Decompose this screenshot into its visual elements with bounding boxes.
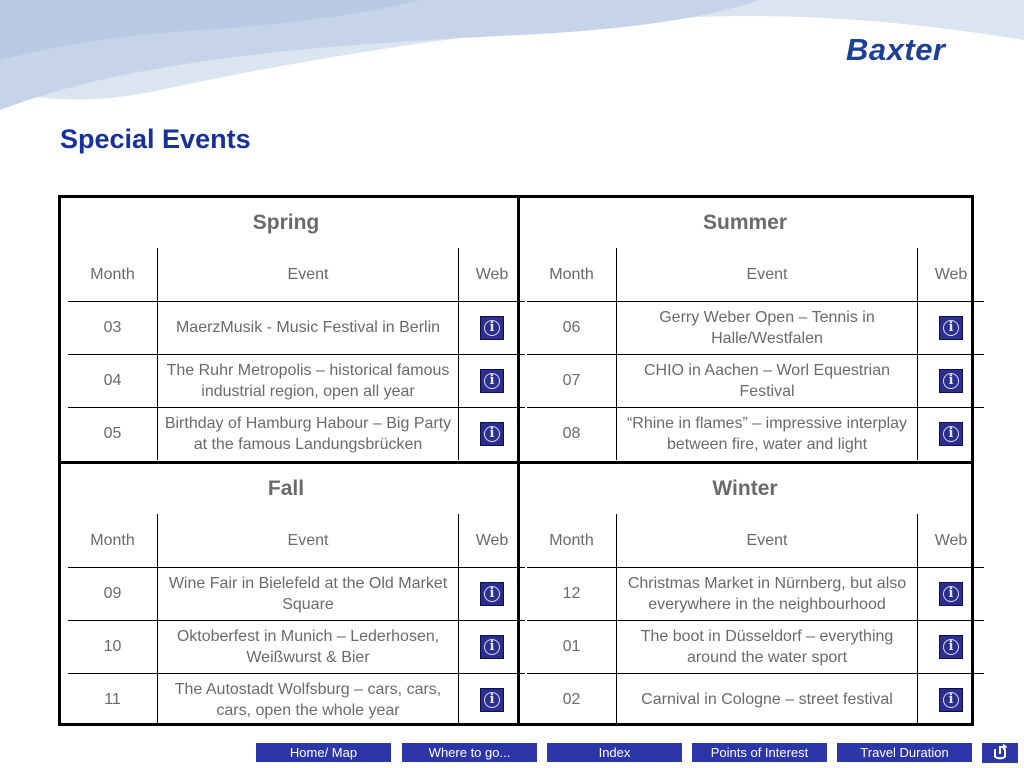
table-row	[68, 354, 525, 407]
month-cell: 05	[68, 407, 158, 460]
table-row	[527, 567, 984, 620]
nav-travel-duration-button[interactable]: Travel Duration	[837, 743, 972, 762]
spring-season-title: Spring	[252, 211, 320, 234]
nav-index-button[interactable]: Index	[547, 743, 682, 762]
table-row	[68, 301, 525, 354]
events-grid	[58, 195, 974, 726]
month-header: Month	[527, 514, 617, 567]
event-cell: Carnival in Cologne – street festival	[617, 673, 918, 726]
info-icon[interactable]: i	[939, 688, 963, 712]
month-cell: 09	[68, 567, 158, 620]
event-cell: The Ruhr Metropolis – historical famous industrial region, open all year	[158, 354, 459, 407]
baxter-logo: Baxter	[846, 32, 946, 67]
event-header: Event	[158, 248, 459, 301]
fall-quadrant	[61, 464, 511, 726]
table-row	[68, 567, 525, 620]
month-cell: 04	[68, 354, 158, 407]
table-row	[527, 620, 984, 673]
info-icon[interactable]: i	[939, 316, 963, 340]
month-header: Month	[527, 248, 617, 301]
info-icon[interactable]: i	[939, 582, 963, 606]
table-header-row	[527, 514, 984, 567]
web-header: Web	[934, 531, 968, 549]
winter-quadrant	[520, 464, 970, 726]
info-icon[interactable]: i	[939, 369, 963, 393]
nav-home-map-button[interactable]: Home/ Map	[256, 743, 391, 762]
web-header: Web	[475, 265, 509, 283]
event-cell: “Rhine in flames” – impressive interplay between fire, water and light	[617, 407, 918, 460]
event-cell: Gerry Weber Open – Tennis in Halle/Westfalen	[617, 301, 918, 354]
table-row	[68, 673, 525, 726]
event-cell: MaerzMusik - Music Festival in Berlin	[158, 301, 459, 354]
table-row	[68, 407, 525, 460]
month-header: Month	[68, 514, 158, 567]
table-header-row	[527, 248, 984, 301]
event-cell: Birthday of Hamburg Habour – Big Party at the famous Landungsbrücken	[158, 407, 459, 460]
table-row	[527, 673, 984, 726]
summer-season-title: Summer	[702, 211, 788, 234]
event-cell: Oktoberfest in Munich – Lederhosen, Weißwurst & Bier	[158, 620, 459, 673]
return-button[interactable]	[982, 743, 1018, 763]
event-cell: The Autostadt Wolfsburg – cars, cars, cars, open the whole year	[158, 673, 459, 726]
month-cell: 12	[527, 567, 617, 620]
month-cell: 11	[68, 673, 158, 726]
table-row	[527, 301, 984, 354]
info-icon[interactable]: i	[480, 635, 504, 659]
table-row	[68, 620, 525, 673]
summer-quadrant	[520, 198, 970, 460]
table-header-row	[68, 248, 525, 301]
event-header: Event	[617, 248, 918, 301]
month-cell: 06	[527, 301, 617, 354]
spring-quadrant	[61, 198, 511, 460]
month-cell: 10	[68, 620, 158, 673]
web-header: Web	[475, 531, 509, 549]
winter-season-title: Winter	[712, 477, 778, 500]
month-cell: 08	[527, 407, 617, 460]
info-icon[interactable]: i	[480, 688, 504, 712]
event-cell: CHIO in Aachen – Worl Equestrian Festival	[617, 354, 918, 407]
summer-events-table	[527, 248, 984, 460]
web-header: Web	[934, 265, 968, 283]
info-icon[interactable]: i	[939, 635, 963, 659]
return-icon	[982, 743, 1018, 763]
month-cell: 01	[527, 620, 617, 673]
page-title: Special Events	[60, 124, 251, 154]
table-row	[527, 407, 984, 460]
month-cell: 03	[68, 301, 158, 354]
spring-events-table	[68, 248, 525, 460]
header-wave-background	[0, 0, 1024, 140]
nav-where-to-go-button[interactable]: Where to go...	[402, 743, 537, 762]
winter-events-table	[527, 514, 984, 726]
event-header: Event	[158, 514, 459, 567]
event-cell: Wine Fair in Bielefeld at the Old Market Square	[158, 567, 459, 620]
month-header: Month	[68, 248, 158, 301]
event-cell: Christmas Market in Nürnberg, but also everywhere in the neighbourhood	[617, 567, 918, 620]
info-icon[interactable]: i	[480, 316, 504, 340]
month-cell: 07	[527, 354, 617, 407]
fall-events-table	[68, 514, 525, 726]
info-icon[interactable]: i	[480, 582, 504, 606]
fall-season-title: Fall	[267, 477, 305, 500]
table-row	[527, 354, 984, 407]
table-header-row	[68, 514, 525, 567]
info-icon[interactable]: i	[480, 422, 504, 446]
event-header: Event	[617, 514, 918, 567]
event-cell: The boot in Düsseldorf – everything around the water sport	[617, 620, 918, 673]
info-icon[interactable]: i	[480, 369, 504, 393]
info-icon[interactable]: i	[939, 422, 963, 446]
nav-points-of-interest-button[interactable]: Points of Interest	[692, 743, 827, 762]
month-cell: 02	[527, 673, 617, 726]
